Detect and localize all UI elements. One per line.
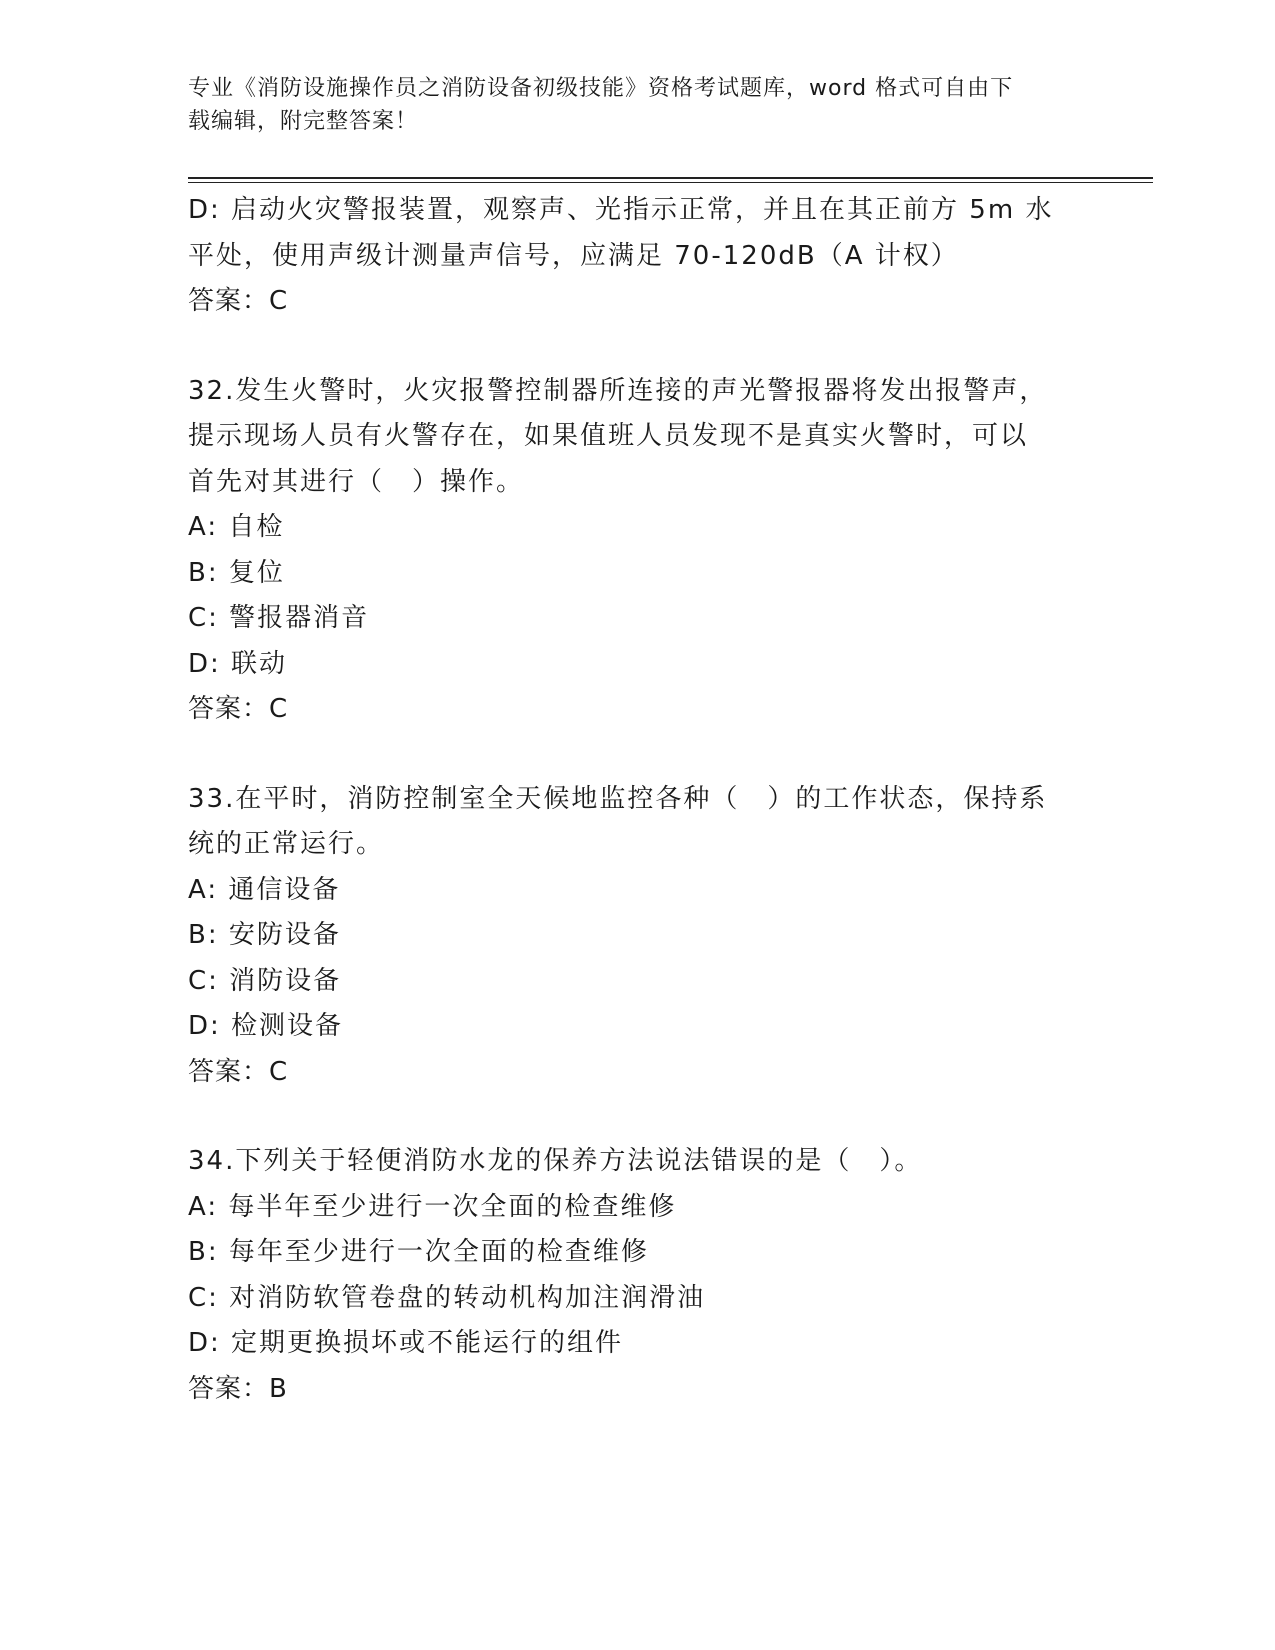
header-divider-thin [188, 182, 1153, 183]
answer-label: 答案：C [188, 286, 289, 316]
option-d-line-1: D: 启动火灾警报装置，观察声、光指示正常，并且在其正前方 5m 水 [188, 195, 1054, 225]
option-d: D: 定期更换损坏或不能运行的组件 [188, 1328, 624, 1358]
question-list [188, 188, 1088, 1412]
option-b: B: 复位 [188, 557, 285, 588]
document-header [188, 72, 1068, 138]
question-32 [188, 369, 1088, 733]
option-d-line-2: 平处，使用声级计测量声信号，应满足 70-120dB（A 计权） [188, 240, 959, 271]
spacer [188, 325, 1088, 369]
option-a: A: 每半年至少进行一次全面的检查维修 [188, 1191, 677, 1222]
header-line-2: 载编辑，附完整答案！ [188, 109, 419, 134]
option-c: C: 警报器消音 [188, 603, 370, 633]
option-c: C: 消防设备 [188, 965, 342, 996]
answer-label: 答案：B [188, 1373, 288, 1404]
header-divider-thick [188, 177, 1153, 179]
question-text-line-1: 33.在平时，消防控制室全天候地监控各种（ ）的工作状态，保持系 [188, 783, 1048, 814]
option-a: A: 通信设备 [188, 874, 341, 905]
question-text-line-1: 32.发生火警时，火灾报警控制器所连接的声光警报器将发出报警声， [188, 375, 1048, 406]
answer-label: 答案：C [188, 694, 289, 724]
option-d: D: 联动 [188, 648, 288, 679]
spacer [188, 733, 1088, 777]
question-text-line-3: 首先对其进行（ ）操作。 [188, 466, 525, 497]
option-b: B: 安防设备 [188, 920, 341, 950]
question-31-tail [188, 188, 1088, 325]
question-text-line-2: 提示现场人员有火警存在，如果值班人员发现不是真实火警时，可以 [188, 421, 1029, 451]
answer-label: 答案：C [188, 1056, 289, 1087]
question-text-line-1: 34.下列关于轻便消防水龙的保养方法说法错误的是（ ）。 [188, 1146, 923, 1176]
spacer [188, 1095, 1088, 1139]
question-text-line-2: 统的正常运行。 [188, 829, 385, 859]
question-34 [188, 1139, 1088, 1412]
question-33 [188, 777, 1088, 1096]
header-line-1: 专业《消防设施操作员之消防设备初级技能》资格考试题库，word 格式可自由下 [188, 76, 1014, 101]
option-a: A: 自检 [188, 512, 285, 542]
option-b: B: 每年至少进行一次全面的检查维修 [188, 1237, 649, 1267]
option-d: D: 检测设备 [188, 1011, 344, 1041]
option-c: C: 对消防软管卷盘的转动机构加注润滑油 [188, 1282, 706, 1313]
